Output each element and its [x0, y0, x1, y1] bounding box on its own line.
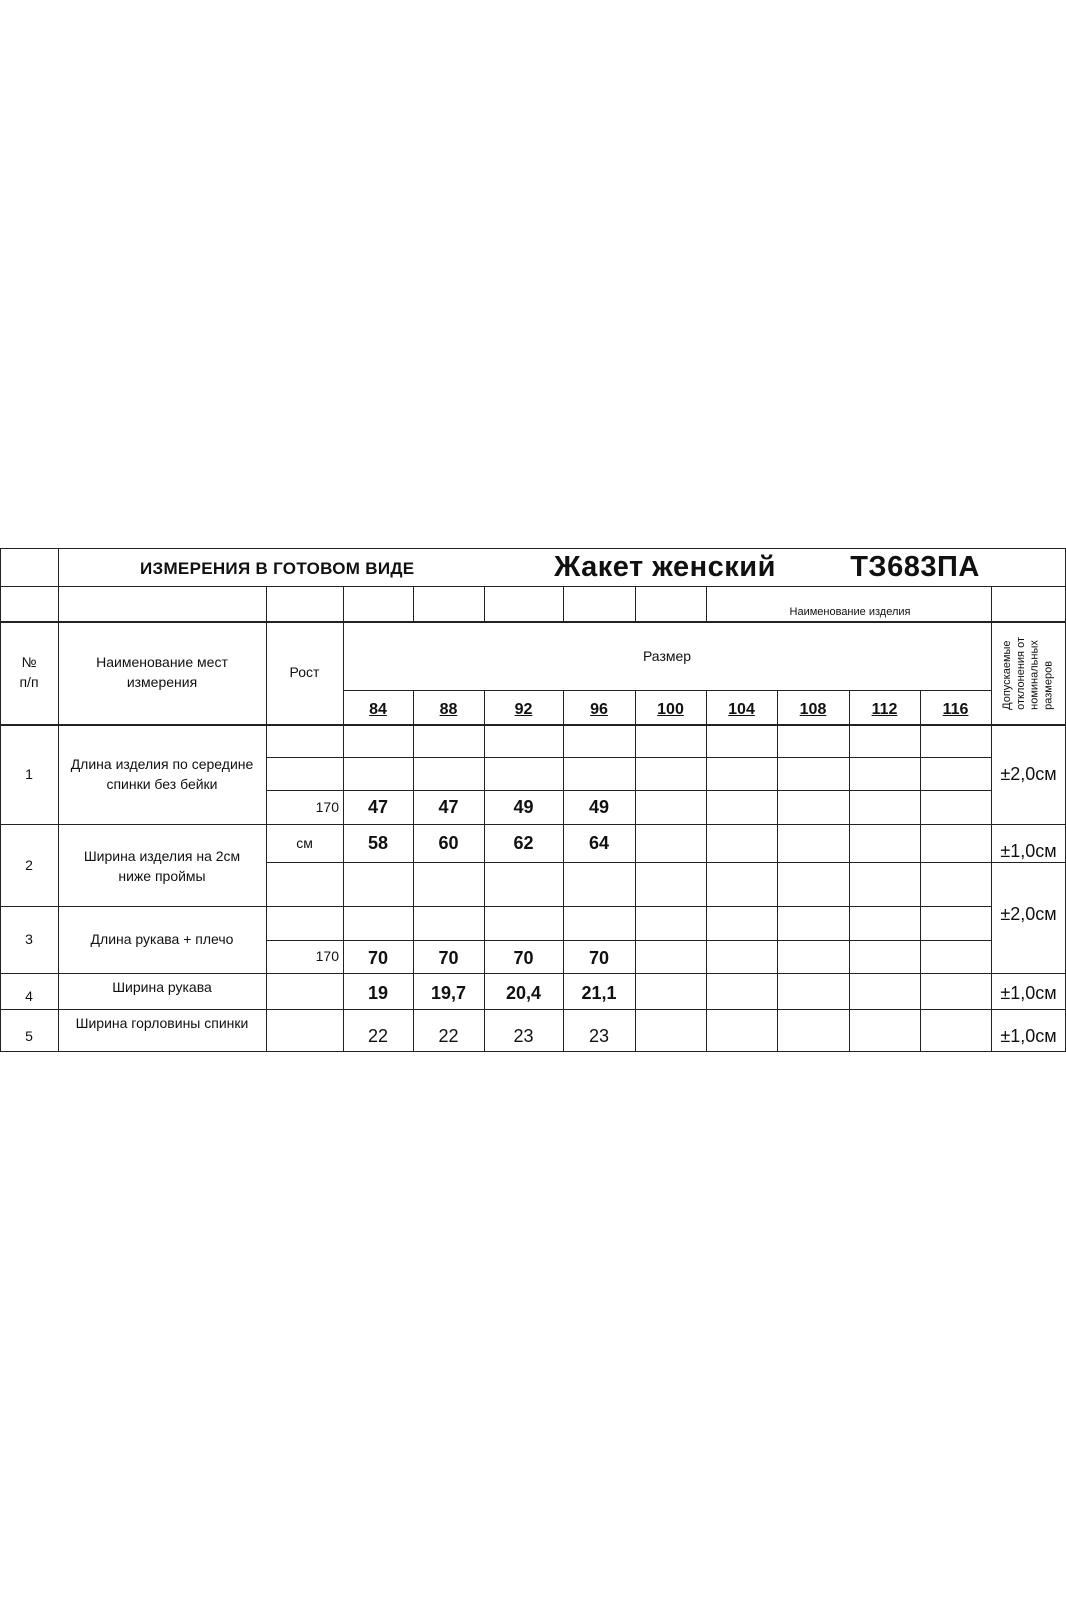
size-header: 116 — [942, 700, 969, 718]
size-header: 104 — [728, 700, 755, 718]
row-height: 170 — [315, 798, 339, 815]
grid-line — [635, 586, 636, 621]
col-tolerance-label: Допускаемые отклонения от номинальных размеров — [1000, 636, 1054, 710]
row-value: 70 — [513, 948, 534, 969]
grid-line — [484, 586, 485, 621]
grid-line — [266, 940, 991, 941]
size-header: 108 — [799, 700, 827, 718]
grid-line — [920, 690, 921, 1052]
row-name: Ширина рукава — [112, 979, 212, 996]
row-value: 58 — [367, 832, 389, 853]
row-height: 170 — [315, 948, 339, 965]
row-value: 23 — [588, 1025, 610, 1046]
grid-line — [777, 690, 778, 1052]
grid-line — [635, 690, 636, 1052]
product-caption: Наименование изделия — [789, 606, 911, 619]
grid-line — [266, 862, 1066, 863]
row-height: см — [296, 834, 313, 851]
row-value: 20,4 — [505, 982, 542, 1003]
col-size-header: Размер — [642, 648, 692, 665]
grid-line — [706, 586, 707, 621]
size-header: 92 — [514, 700, 533, 718]
row-value: 21,1 — [581, 982, 617, 1003]
size-header: 88 — [439, 700, 458, 718]
grid-line — [563, 586, 564, 621]
row-value: 70 — [367, 948, 389, 969]
row-value: 19,7 — [430, 982, 467, 1003]
row-tolerance: ±1,0см — [1000, 841, 1057, 862]
row-value: 70 — [438, 948, 459, 969]
row-tolerance: ±2,0см — [1000, 904, 1057, 925]
product-code: ТЗ683ПА — [850, 550, 980, 583]
row-value: 22 — [367, 1025, 389, 1046]
row-value: 62 — [513, 832, 534, 853]
row-value: 47 — [438, 796, 459, 817]
col-num-header: № п/п — [19, 654, 39, 690]
row-name: Ширина изделия на 2см ниже проймы — [83, 848, 241, 884]
row-value: 64 — [588, 832, 610, 853]
grid-line — [849, 690, 850, 1052]
size-header: 112 — [871, 700, 898, 718]
grid-line — [0, 724, 1066, 726]
row-value: 22 — [438, 1025, 459, 1046]
row-value: 23 — [513, 1025, 534, 1046]
size-header: 100 — [657, 700, 684, 718]
row-name: Длина рукава + плечо — [90, 931, 234, 948]
grid-line — [266, 757, 991, 758]
row-value: 47 — [367, 796, 389, 817]
col-tolerance-header — [991, 624, 1065, 722]
col-height-header: Рост — [289, 664, 320, 681]
row-tolerance: ±2,0см — [1000, 763, 1057, 784]
grid-line — [0, 1051, 1066, 1052]
row-num: 2 — [25, 856, 33, 873]
row-name: Ширина горловины спинки — [75, 1015, 249, 1032]
row-num: 5 — [25, 1027, 33, 1044]
row-num: 1 — [25, 765, 33, 782]
col-place-header: Наименование мест измерения — [96, 654, 228, 690]
row-value: 70 — [588, 948, 610, 969]
row-tolerance: ±1,0см — [1000, 1025, 1057, 1046]
grid-line — [0, 906, 991, 907]
row-value: 49 — [588, 796, 610, 817]
row-value: 19 — [367, 982, 389, 1003]
size-header: 96 — [590, 700, 608, 718]
row-name: Длина изделия по середине спинки без бейки — [70, 756, 254, 792]
sheet-title: ИЗМЕРЕНИЯ В ГОТОВОМ ВИДЕ — [140, 559, 415, 579]
product-name: Жакет женский — [554, 550, 776, 583]
row-tolerance: ±1,0см — [1000, 982, 1057, 1003]
row-num: 3 — [25, 931, 33, 948]
row-num: 4 — [25, 988, 33, 1005]
grid-line — [706, 690, 707, 1052]
row-value: 49 — [513, 796, 534, 817]
grid-line — [343, 690, 991, 691]
size-header: 84 — [369, 700, 387, 718]
row-value: 60 — [438, 832, 459, 853]
grid-line — [413, 586, 414, 621]
